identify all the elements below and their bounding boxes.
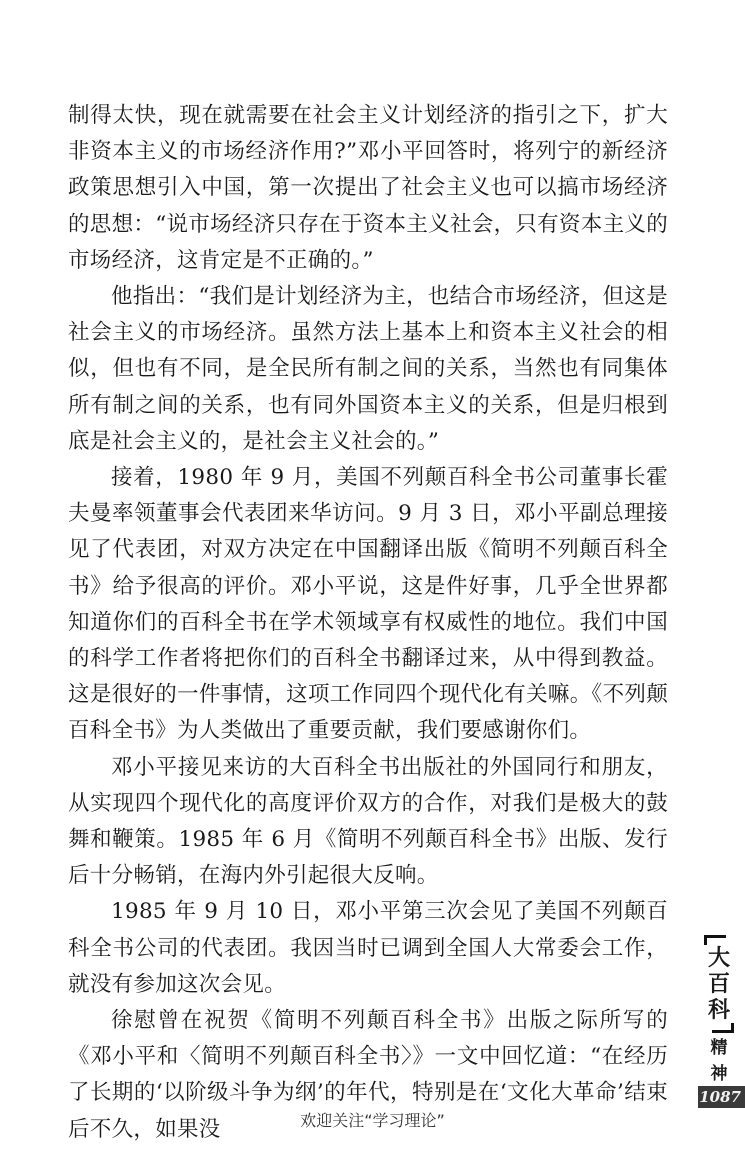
paragraph-5: 1985 年 9 月 10 日，邓小平第三次会见了美国不列颠百科全书公司的代表团。我因当时已调到全国人大常委会工作，就没有参加这次会见。: [68, 899, 668, 997]
page-number: 1087: [698, 1086, 745, 1108]
paragraph-4: 邓小平接见来访的大百科全书出版社的外国同行和朋友，从实现四个现代化的高度评价双方的合作，对我们是极大的鼓舞和鞭策。1985 年 6 月《简明不列颠百科全书》出版、发行后十分畅销，在海内外引起很大反响。: [68, 754, 668, 889]
side-tab-char: 百: [707, 971, 730, 997]
side-tab-subtitle: [711, 1033, 728, 1085]
paragraph-6: 徐慰曾在祝贺《简明不列颠百科全书》出版之际所写的《邓小平和〈简明不列颠百科全书〉》一文中回忆道：“在经历了长期的‘以阶级斗争为纲’的年代，特别是在‘文化大革命’结束后不久，如果没: [68, 1008, 668, 1142]
corner-bracket-bottom: [712, 1023, 734, 1033]
watermark-text: 欢迎关注“学习理论”: [300, 1111, 445, 1130]
side-tab-char: 神: [710, 1064, 728, 1084]
side-tab-char: 大: [707, 945, 730, 971]
section-side-tab: [702, 935, 736, 1085]
paragraph-1: 制得太快，现在就需要在社会主义计划经济的指引之下，扩大非资本主义的市场经济作用?”邓小平回答时，将列宁的新经济政策思想引入中国，第一次提出了社会主义也可以搞市场经济的思想：“说市场经济只存在于资本主义社会，只有资本主义的市场经济，这肯定是不正确的。”: [68, 103, 668, 273]
paragraph-2: 他指出：“我们是计划经济为主，也结合市场经济，但这是社会主义的市场经济。虽然方法上基本上和资本主义社会的相似，但也有不同，是全民所有制之间的关系，当然也有同集体所有制之间的关系，也有同外国资本主义的关系，但是归根到底是社会主义的，是社会主义社会的。”: [68, 284, 668, 454]
side-tab-char: 精: [710, 1038, 728, 1058]
page-body: [68, 98, 668, 1148]
corner-bracket-top: [704, 935, 726, 945]
side-tab-title: [708, 945, 730, 1023]
side-tab-char: 科: [707, 997, 730, 1023]
paragraph-3: 接着，1980 年 9 月，美国不列颠百科全书公司董事长霍夫曼率领董事会代表团来华访问。9 月 3 日，邓小平副总理接见了代表团，对双方决定在中国翻译出版《简明不列颠百科全书》给予很高的评价。邓小平说，这是件好事，几乎全世界都知道你们的百科全书在学术领域享有权威性的地位。我们中国的科学工作者将把你们的百科全书翻译过来，从中得到教益。这是很好的一件事情，这项工作同四个现代化有关嘛。《不列颠百科全书》为人类做出了重要贡献，我们要感谢你们。: [68, 465, 668, 744]
